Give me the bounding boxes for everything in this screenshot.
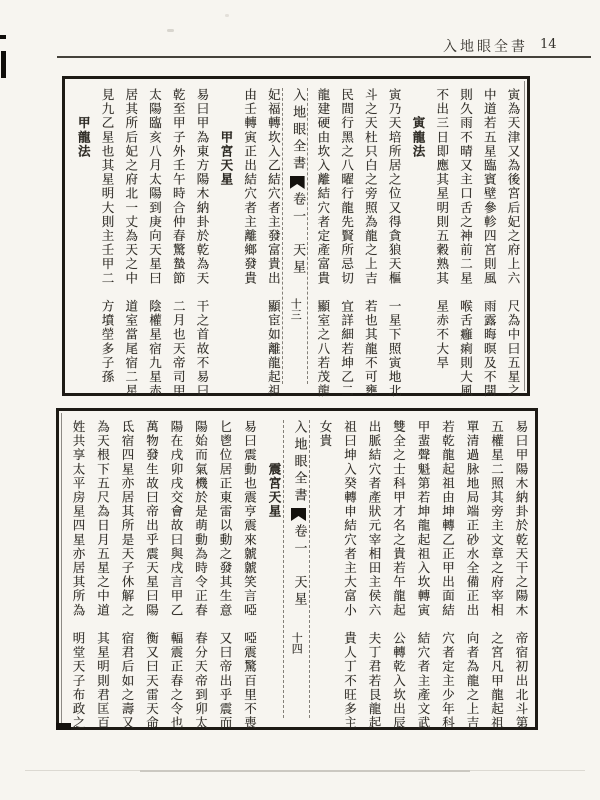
text-column: 甲蜚聲魁第若坤龍起祖入坎轉寅 結穴者主產文武 [416, 420, 431, 731]
section-heading-column: 震宮天星 [267, 420, 282, 519]
book-title: 入地眼全書 [290, 88, 306, 173]
text-column: 易曰甲陽木納卦於乾天干之陽木 帝宿初出北斗第 [514, 420, 529, 731]
scan-speck [225, 14, 229, 17]
text-column: 萬物發生故曰帝出乎震天星曰陽 衡又曰天雷天命 [144, 420, 160, 731]
text-column: 氐宿四星亦居其所是天子休解之 宿君后如之壽又 [120, 420, 135, 731]
running-head-title: 入地眼全書 [443, 39, 528, 55]
scan-edge-artifact [0, 35, 6, 39]
text-column: 居其所后妃之府北一丈為天之中 道室當尾宿二星 [123, 88, 139, 399]
section-heading-column: 甲宮天星 [218, 88, 234, 187]
text-column: 見九乙星也其星明大則主壬甲二 方墳塋多子孫 [99, 88, 115, 385]
text-column: 太陽臨亥八月太陽到庚向天星曰 陰權星宿九星赤 [147, 88, 163, 399]
text-column: 出脈結穴者產狀元宰相田主侯六 夫丁君若艮龍起 [367, 420, 382, 731]
text-column: 易曰甲為東方陽木納卦於乾為天 干之首故不易曰 [195, 88, 211, 399]
text-column: 單清過脉地局端正砂水全備正出 向者為龍之上吉 [465, 420, 480, 731]
header-divider [57, 56, 591, 58]
folio-number: 十三 [289, 298, 303, 320]
text-column: 姓共享太平房星四星亦居其所為 明堂天子布政之 [71, 420, 86, 731]
juan-section-label: 卷一 天星 [291, 524, 307, 609]
text-column: 陽始而氣機於是萌動為時令正春 春分天帝到卯太 [193, 420, 209, 731]
text-column: 易曰震動也震亨震來虩虩笑言啞 啞震驚百里不喪 [242, 420, 258, 731]
text-column: 匕鬯位居正東雷以動之發其生意 又曰帝出乎震而 [218, 420, 233, 731]
section-heading-column: 甲龍法 [76, 88, 92, 159]
upper-text-block [62, 76, 530, 399]
text-column: 寅為天津又為後宮后妃之府上六 尺為中曰五星之 [506, 88, 521, 399]
scan-speck [167, 29, 174, 32]
text-column: 陽在戌卯戌交會故曰與戌言甲乙 輻震正春之令也 [169, 420, 184, 731]
text-column: 由壬轉寅正出結穴者主離鄉發貴 [242, 88, 258, 286]
text-column: 民間行黑之八曜行龍先賢所忌切 宜詳細若坤乙二 [339, 88, 355, 399]
scan-edge-artifact [1, 51, 6, 78]
text-column: 斗之天杜只白之旁照為龍之上吉 若也其龍不可壅 [363, 88, 379, 399]
text-column: 若乾龍起祖由坤轉乙正甲出面結 穴者定主少年科 [440, 420, 456, 731]
text-column: 雙全之士科甲才名之貴若午龍起 公轉乾入坎出辰 [391, 420, 407, 731]
fishtail-icon [291, 508, 306, 521]
lower-text-block [56, 408, 538, 730]
page-number: 14 [540, 37, 557, 52]
text-column: 為天根下五尺為日月五星之中道 其星明則君匡百 [95, 420, 111, 731]
text-column: 寅乃天培所居之位又得貪狼天樞 一星下照寅地北 [387, 88, 403, 399]
text-column: 妃福轉坎入乙結穴者主發富貴出 顯宦如離龍起祖 [266, 88, 282, 399]
text-column: 中道若五星臨賓壁參軫四宮則風 雨露晦暝及不開 [482, 88, 498, 399]
book-title: 入地眼全書 [291, 420, 307, 505]
juan-section-label: 卷一 天星 [290, 192, 306, 277]
page-crease-line [140, 770, 470, 772]
centerfold-column [283, 420, 310, 718]
text-column: 女貴 [318, 420, 333, 449]
section-heading-column: 寅龍法 [410, 88, 426, 159]
text-column: 五權星二照其旁主文章之府宰相 之宮凡甲龍起祖 [489, 420, 505, 731]
text-column: 龍建硬由坎入離結穴者定產富貴 顯室之八若茂龍 [315, 88, 331, 399]
folio-number: 十四 [290, 632, 304, 654]
text-column: 祖曰坤入癸轉申結穴者主大富小 貴人丁不旺多主 [342, 420, 358, 731]
text-column: 則久雨不晴又主口舌之神前二星 喉舌癰痢則大風 [458, 88, 474, 399]
fishtail-icon [290, 176, 305, 189]
text-column: 乾至甲子外壬午時合仲春驚蟄節 二月也天帝司甲 [171, 88, 187, 399]
centerfold-column [282, 88, 308, 384]
text-column: 不出三日即應其星明則五穀熟其 星赤不大旱 [434, 88, 450, 370]
